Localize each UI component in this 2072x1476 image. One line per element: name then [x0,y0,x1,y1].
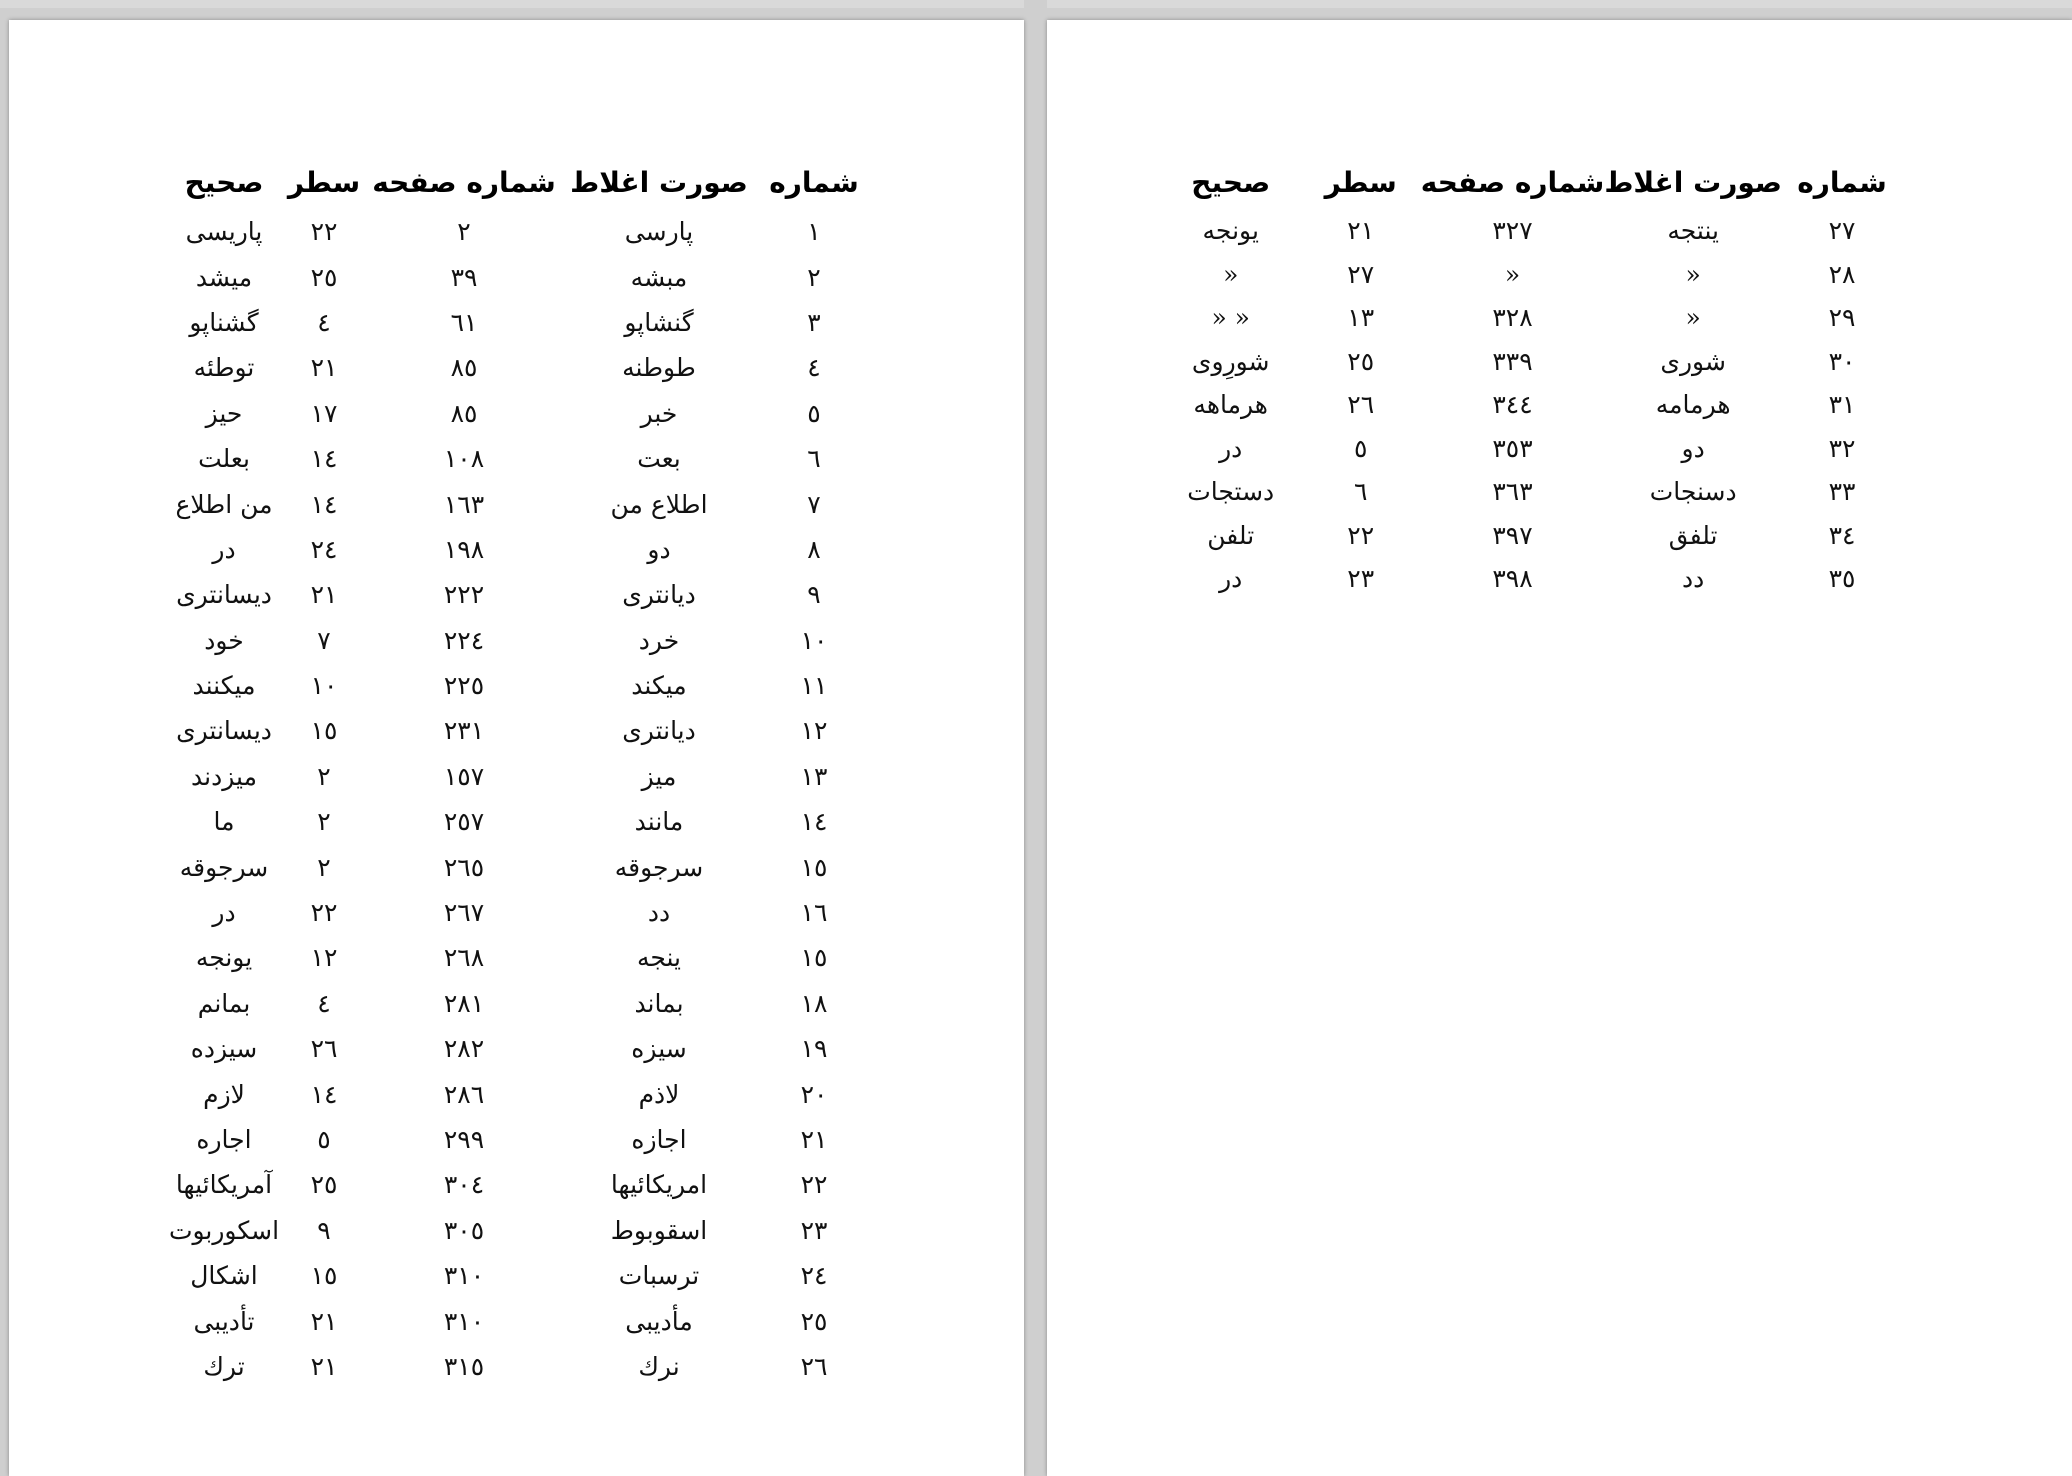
table-header-row [164,155,874,209]
table-row [164,935,874,980]
cell-correct: ترك [203,1351,245,1381]
table-row [164,436,874,481]
table-row [1161,340,1902,384]
cell-number: ١ [807,217,821,247]
table-row [164,1026,874,1071]
cell-correct: اجاره [196,1125,252,1154]
cell-error-form: دیانتری [622,580,696,610]
cell-line: ٤ [317,988,331,1018]
cell-correct: تلفن [1207,520,1255,550]
cell-line: ٦ [1354,477,1368,507]
cell-correct: ما [213,807,235,837]
cell-line: ١٤ [310,444,338,474]
cell-correct: میکنند [192,671,256,701]
cell-number: ١٦ [800,898,828,928]
cell-page-number: ٢٨٢ [443,1034,485,1064]
cell-error-form: هرمامه [1655,390,1731,420]
cell-page-number: ٣٣٩ [1492,346,1533,376]
cell-correct: توطئه [193,353,255,383]
cell-error-form: دو [1681,433,1705,463]
cell-page-number: ١٩٨ [443,534,485,564]
cell-error-form: بعت [637,444,681,474]
cell-number: ٥ [807,398,821,428]
cell-error-form: ترسبات [618,1261,700,1291]
cell-correct: دیسانتری [176,716,272,746]
errata-table-left [164,155,874,1389]
cell-error-form: نرك [638,1351,680,1381]
cell-line: ٢١ [310,580,338,610]
cell-page-number: ٢٢٥ [443,671,485,701]
cell-error-form: مانند [634,807,684,837]
table-row [164,1344,874,1389]
cell-number: ١٥ [800,852,828,882]
cell-page-number: ٢٢٤ [443,625,485,655]
table-row [1161,383,1902,427]
cell-correct: هرماهه [1193,390,1268,420]
cell-number: ٣٠ [1828,346,1856,376]
cell-number: ٩ [807,580,821,610]
cell-correct: پاریسی [185,217,263,247]
table-row [164,799,874,844]
header-correct: صحیح [184,165,264,199]
cell-page-number: ٢٦٧ [443,898,485,928]
cell-page-number: ١٥٧ [443,761,485,791]
table-row [1161,470,1902,514]
table-row [1161,209,1902,253]
cell-error-form: ینتجه [1667,216,1719,246]
cell-page-number: ٢٦٥ [443,852,485,882]
cell-error-form: تلفق [1668,520,1718,550]
cell-page-number: ١٦٣ [443,489,485,519]
cell-page-number: ٢ [457,217,471,247]
cell-page-number: ٣٤٤ [1492,390,1533,420]
cell-line: ٢٦ [1347,390,1375,420]
cell-page-number: ٣٦٣ [1492,477,1533,507]
cell-line: ١٤ [310,1079,338,1109]
cell-error-form: اجازه [631,1125,687,1154]
table-row [164,1071,874,1116]
cell-line: ٢٥ [310,1170,338,1200]
cell-page-number: ٣٢٧ [1492,216,1533,246]
cell-correct: دستجات [1187,477,1275,507]
cell-line: ٢ [317,761,331,791]
cell-page-number: ٣٩ [450,262,478,292]
errata-page-left [9,20,1024,1476]
cell-line: ٢٢ [310,898,338,928]
cell-error-form: دد [1682,564,1705,594]
table-row [1161,514,1902,558]
cell-correct: بعلت [198,444,250,474]
cell-number: ١٨ [800,988,828,1018]
header-error-form: صورت اغلاط [570,165,748,199]
cell-page-number: ٢٦٨ [443,943,485,973]
cell-page-number: ٢٣١ [443,716,485,746]
cell-correct: یونجه [1202,216,1259,246]
cell-page-number: ٣٩٧ [1492,520,1533,550]
table-row [1161,427,1902,471]
cell-line: ١٧ [310,398,338,428]
cell-number: ٢٣ [800,1215,828,1245]
cell-error-form: مبشه [630,262,688,292]
cell-correct: « [1223,259,1239,289]
header-page-number: شماره صفحه [372,165,556,199]
cell-correct: سرجوقه [179,852,269,882]
table-row [164,1162,874,1207]
cell-error-form: اطلاع من [610,489,708,519]
cell-error-form: دیانتری [622,716,696,746]
cell-error-form: « [1685,259,1701,289]
cell-page-number: ٨٥ [450,353,478,383]
cell-line: ٤ [317,307,331,337]
table-row [164,844,874,889]
cell-line: ١٠ [310,671,338,701]
cell-correct: « « [1211,303,1250,333]
cell-page-number: ٣١٠ [443,1261,485,1291]
header-correct: صحیح [1191,165,1271,199]
cell-correct: میزدند [191,761,257,791]
cell-number: ٣٣ [1828,477,1856,507]
cell-error-form: لاذم [638,1079,680,1109]
cell-correct: گشناپو [189,307,259,337]
cell-number: ٢٥ [800,1306,828,1336]
table-row [164,391,874,436]
cell-number: ٢٨ [1828,259,1856,289]
cell-page-number: ٢٨٦ [443,1079,485,1109]
cell-number: ٢٠ [800,1079,828,1109]
table-row [164,1253,874,1298]
cell-error-form: طوطنه [622,353,696,383]
cell-number: ١٢ [800,716,828,746]
cell-error-form: خبر [640,398,678,428]
cell-number: ٢٢ [800,1170,828,1200]
cell-number: ١٤ [800,807,828,837]
cell-line: ٢٦ [310,1034,338,1064]
table-row [164,981,874,1026]
cell-correct: حیز [205,398,243,428]
table-row [164,708,874,753]
cell-line: ٢١ [310,1306,338,1336]
cell-line: ٢١ [310,353,338,383]
header-line: سطر [1324,165,1397,199]
cell-line: ١٤ [310,489,338,519]
cell-line: ٢٥ [1347,346,1375,376]
cell-page-number: ٢٢٢ [443,580,485,610]
table-row [164,481,874,526]
errata-page-right [1047,20,2072,1476]
cell-page-number: ٨٥ [450,398,478,428]
cell-number: ١٠ [800,625,828,655]
cell-page-number: ١٠٨ [443,444,485,474]
cell-correct: در [1219,433,1243,463]
table-row [164,209,874,254]
table-row [164,345,874,390]
cell-page-number: ٣٩٨ [1492,564,1533,594]
cell-page-number: ٢٩٩ [443,1125,485,1154]
header-line: سطر [287,165,361,199]
cell-correct: سیزده [190,1034,258,1064]
cell-number: ٦ [807,444,821,474]
cell-error-form: سرجوقه [614,852,704,882]
cell-correct: در [212,898,236,928]
cell-line: ٢ [317,852,331,882]
table-row [164,1117,874,1162]
cell-line: ٢٢ [310,217,338,247]
cell-error-form: پارسی [624,217,694,247]
cell-correct: تأدیبی [193,1306,255,1336]
cell-page-number: ٣٠٥ [443,1215,485,1245]
cell-page-number: ٣٢٨ [1492,303,1533,333]
cell-line: ٩ [317,1215,331,1245]
cell-number: ٣٢ [1828,433,1856,463]
cell-error-form: ینجه [636,943,682,973]
cell-error-form: بماند [634,988,684,1018]
cell-correct: یونجه [195,943,253,973]
cell-number: ٣ [807,307,821,337]
cell-correct: لازم [203,1079,245,1109]
cell-error-form: شوری [1660,346,1726,376]
cell-number: ٢٧ [1828,216,1856,246]
cell-line: ٥ [1354,433,1368,463]
cell-error-form: مأدیبی [625,1306,693,1336]
table-row [164,527,874,572]
cell-line: ٢١ [310,1351,338,1381]
cell-number: ٤ [807,353,821,383]
table-row [164,890,874,935]
table-row [164,663,874,708]
cell-correct: بمانم [197,988,251,1018]
cell-number: ٢٦ [800,1351,828,1381]
cell-error-form: اسقوبوط [610,1215,708,1245]
cell-error-form: دد [647,898,671,928]
cell-number: ٢٩ [1828,303,1856,333]
cell-number: ١٥ [800,943,828,973]
cell-number: ٨ [807,534,821,564]
table-row [1161,253,1902,297]
cell-error-form: « [1685,303,1701,333]
cell-page-number: ٣٠٤ [443,1170,485,1200]
cell-correct: شورِوی [1191,346,1270,376]
cell-line: ٢٧ [1347,259,1375,289]
cell-correct: اشکال [190,1261,258,1291]
cell-number: ٣١ [1828,390,1856,420]
cell-correct: در [212,534,236,564]
cell-number: ٢١ [800,1125,828,1154]
cell-error-form: دسنجات [1649,477,1737,507]
cell-page-number: ٢٥٧ [443,807,485,837]
cell-line: ٥ [317,1125,331,1154]
cell-number: ٢ [807,262,821,292]
table-header-row [1161,155,1902,209]
cell-correct: دیسانتری [176,580,272,610]
cell-correct: من اطلاع [175,489,273,519]
header-error-form: صورت اغلاط [1604,165,1782,199]
cell-number: ٢٤ [800,1261,828,1291]
cell-line: ٢٤ [310,534,338,564]
table-row [164,1208,874,1253]
table-row [164,572,874,617]
cell-error-form: گنشاپو [624,307,694,337]
cell-error-form: امریکائیها [610,1170,708,1200]
cell-correct: اسکوربوت [168,1215,280,1245]
cell-line: ٢٣ [1347,564,1375,594]
table-row [164,1298,874,1343]
cell-line: ٢ [317,807,331,837]
errata-table-right [1161,155,1902,601]
cell-correct: در [1219,564,1243,594]
cell-line: ١٥ [310,716,338,746]
cell-line: ١٢ [310,943,338,973]
header-number: شماره [769,165,859,199]
table-row [164,300,874,345]
header-number: شماره [1797,165,1887,199]
cell-line: ١٣ [1347,303,1375,333]
table-row [164,754,874,799]
cell-number: ٣٥ [1828,564,1856,594]
cell-correct: آمریکائیها [175,1170,273,1200]
cell-number: ٧ [807,489,821,519]
cell-error-form: میز [641,761,677,791]
cell-error-form: خرد [638,625,680,655]
cell-line: ١٥ [310,1261,338,1291]
cell-line: ٧ [317,625,331,655]
cell-line: ٢٢ [1347,520,1375,550]
cell-page-number: ٣٥٣ [1492,433,1533,463]
cell-page-number: ٢٨١ [443,988,485,1018]
table-row [164,254,874,299]
cell-line: ٢٥ [310,262,338,292]
cell-correct: میشد [195,262,253,292]
cell-error-form: میکند [631,671,687,701]
header-page-number: شماره صفحه [1420,165,1605,199]
cell-page-number: ٣١٠ [443,1306,485,1336]
cell-correct: خود [204,625,244,655]
cell-error-form: سیزه [631,1034,687,1064]
cell-number: ١١ [800,671,828,701]
cell-number: ١٣ [800,761,828,791]
table-row [1161,557,1902,601]
cell-line: ٢١ [1347,216,1375,246]
cell-error-form: دو [647,534,671,564]
table-row [164,618,874,663]
cell-page-number: « [1504,259,1521,289]
cell-number: ٣٤ [1828,520,1856,550]
cell-page-number: ٦١ [450,307,478,337]
cell-number: ١٩ [800,1034,828,1064]
cell-page-number: ٣١٥ [443,1351,485,1381]
table-row [1161,296,1902,340]
